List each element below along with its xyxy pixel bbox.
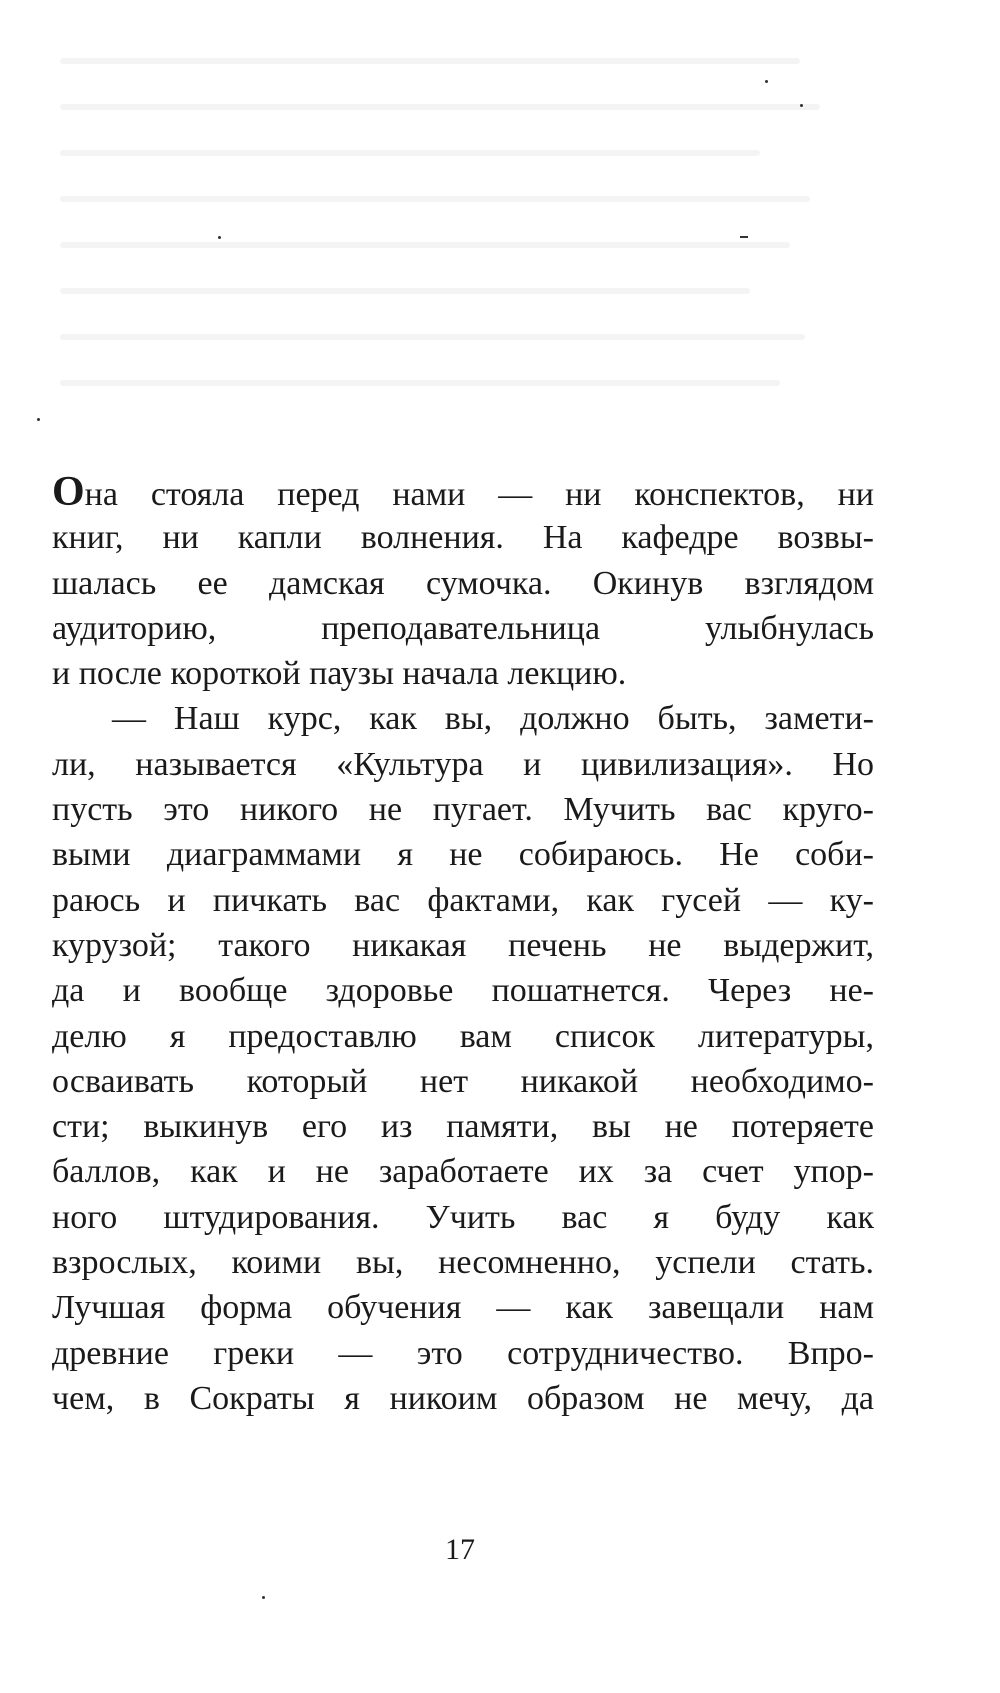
speech-paragraph [52, 696, 874, 1421]
page-number: 17 [445, 1533, 475, 1566]
text-line: осваивать который нет никакой необходимо- [52, 1062, 874, 1100]
show-through-line [60, 104, 820, 110]
show-through-line [60, 380, 780, 386]
text-line: раюсь и пичкать вас фактами, как гусей — ку- [52, 881, 874, 919]
text-line: курузой; такого никакая печень не выдержит, [52, 926, 874, 964]
scan-speck [765, 80, 768, 83]
text-line: Лучшая форма обучения — как завещали нам [52, 1289, 874, 1327]
body-text [52, 470, 874, 1421]
text-line: пусть это никого не пугает. Мучить вас круго- [52, 791, 874, 829]
scan-speck [37, 418, 40, 421]
show-through-line [60, 288, 750, 294]
show-through-line [60, 242, 790, 248]
drop-cap: О [52, 469, 85, 515]
text-line: баллов, как и не заработаете их за счет упор- [52, 1153, 874, 1191]
first-line-text: на стояла перед нами — ни конспектов, ни [84, 476, 874, 513]
text-line: аудиторию, преподавательница улыбнулась [52, 609, 874, 647]
text-line: древние греки — это сотрудничество. Впро- [52, 1334, 874, 1372]
show-through-line [60, 58, 800, 64]
text-line: ного штудирования. Учить вас я буду как [52, 1198, 874, 1236]
text-line: и после короткой паузы начала лекцию. [52, 655, 627, 693]
scan-speck [262, 1596, 265, 1599]
show-through-line [60, 150, 760, 156]
text-line: делю я предоставлю вам список литературы, [52, 1017, 874, 1055]
text-line: да и вообще здоровье пошатнется. Через не- [52, 972, 874, 1010]
text-line: выми диаграммами я не собираюсь. Не соби- [52, 836, 874, 874]
text-line: взрослых, коими вы, несомненно, успели стать. [52, 1244, 874, 1282]
text-line: ли, называется «Культура и цивилизация». Но [52, 745, 874, 783]
text-line [52, 470, 874, 515]
show-through-line [60, 334, 805, 340]
text-line: шалась ее дамская сумочка. Окинув взглядом [52, 564, 874, 602]
text-line: — Наш курс, как вы, должно быть, замети- [112, 700, 874, 738]
scan-speck [800, 104, 803, 107]
text-line: чем, в Сократы я никоим образом не мечу, да [52, 1379, 874, 1417]
text-line: книг, ни капли волнения. На кафедре возвы- [52, 519, 874, 557]
show-through-line [60, 196, 810, 202]
scan-speck [218, 236, 221, 239]
scan-speck [740, 236, 748, 238]
opening-paragraph [52, 470, 874, 696]
text-line: сти; выкинув его из памяти, вы не потеряете [52, 1108, 874, 1146]
